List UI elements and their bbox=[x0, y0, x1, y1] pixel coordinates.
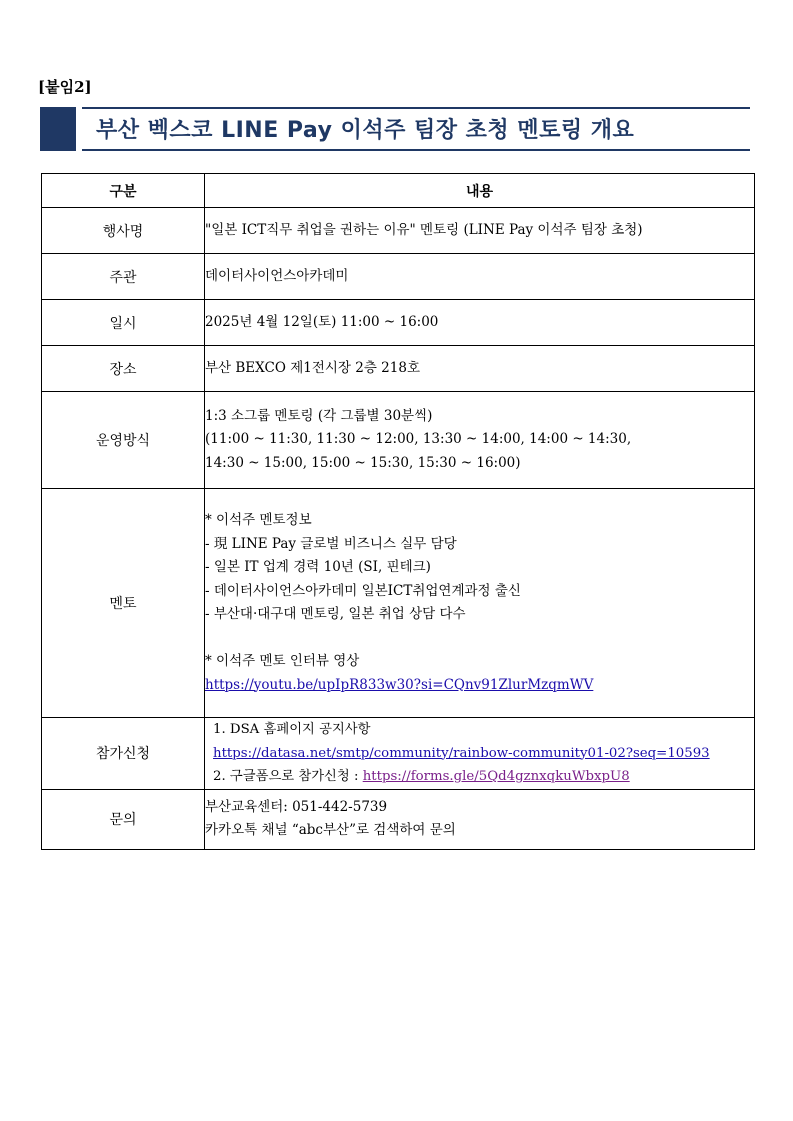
row-inquiry bbox=[42, 789, 755, 849]
title-accent-block bbox=[40, 107, 76, 151]
value-inquiry bbox=[205, 789, 755, 849]
inquiry-line-1: 부산교육센터: 051-442-5739 bbox=[205, 798, 388, 815]
value-mentor bbox=[205, 489, 755, 718]
value-operation bbox=[205, 392, 755, 489]
application-line-2: 2. 구글폼으로 참가신청 : bbox=[213, 769, 363, 784]
mentor-info-line: - 現 LINE Pay 글로벌 비즈니스 실무 담당 bbox=[205, 535, 457, 552]
spacer bbox=[205, 627, 754, 651]
mentor-info-heading: * 이석주 멘토정보 bbox=[205, 512, 312, 528]
value-application bbox=[205, 718, 755, 790]
title-rule-top bbox=[82, 107, 750, 109]
value-venue: 부산 BEXCO 제1전시장 2층 218호 bbox=[205, 346, 755, 392]
operation-line: 1:3 소그룹 멘토링 (각 그룹별 30분씩) bbox=[205, 407, 433, 424]
row-venue bbox=[42, 346, 755, 392]
application-line-1: 1. DSA 홈페이지 공지사항 bbox=[213, 722, 371, 737]
row-event-name bbox=[42, 208, 755, 254]
google-form-link[interactable]: https://forms.gle/5Qd4gznxqkuWbxpU8 bbox=[362, 769, 630, 784]
row-datetime bbox=[42, 300, 755, 346]
header-content: 내용 bbox=[205, 174, 755, 208]
info-table bbox=[41, 173, 755, 850]
value-datetime: 2025년 4월 12일(토) 11:00 ~ 16:00 bbox=[205, 300, 755, 346]
row-host bbox=[42, 254, 755, 300]
label-application: 참가신청 bbox=[42, 718, 205, 790]
label-event-name: 행사명 bbox=[42, 208, 205, 254]
operation-line: 14:30 ~ 15:00, 15:00 ~ 15:30, 15:30 ~ 16:00) bbox=[205, 454, 521, 471]
value-host: 데이터사이언스아카데미 bbox=[205, 254, 755, 300]
header-category: 구분 bbox=[42, 174, 205, 208]
title-rule-bottom bbox=[82, 149, 750, 151]
operation-line: (11:00 ~ 11:30, 11:30 ~ 12:00, 13:30 ~ 14:00, 14:00 ~ 14:30, bbox=[205, 431, 632, 448]
mentor-info-line: - 부산대·대구대 멘토링, 일본 취업 상담 다수 bbox=[205, 606, 466, 622]
value-event-name: "일본 ICT직무 취업을 권하는 이유" 멘토링 (LINE Pay 이석주 팀장 초청) bbox=[205, 208, 755, 254]
label-inquiry: 문의 bbox=[42, 789, 205, 849]
label-mentor: 멘토 bbox=[42, 489, 205, 718]
label-venue: 장소 bbox=[42, 346, 205, 392]
title-bar bbox=[40, 107, 750, 151]
row-operation bbox=[42, 392, 755, 489]
mentor-video-link[interactable]: https://youtu.be/upIpR833w30?si=CQnv91ZlurMzqmWV bbox=[205, 676, 594, 693]
label-host: 주관 bbox=[42, 254, 205, 300]
attachment-label: [붙임2] bbox=[38, 78, 92, 96]
mentor-video-heading: * 이석주 멘토 인터뷰 영상 bbox=[205, 653, 360, 669]
table-header-row bbox=[42, 174, 755, 208]
label-operation: 운영방식 bbox=[42, 392, 205, 489]
mentor-info-line: - 일본 IT 업계 경력 10년 (SI, 핀테크) bbox=[205, 559, 431, 575]
page-title: 부산 벡스코 LINE Pay 이석주 팀장 초청 멘토링 개요 bbox=[96, 118, 635, 143]
row-mentor bbox=[42, 489, 755, 718]
inquiry-line-2: 카카오톡 채널 “abc부산”로 검색하여 문의 bbox=[205, 822, 456, 838]
row-application bbox=[42, 718, 755, 790]
dsa-notice-link[interactable]: https://datasa.net/smtp/community/rainbow-community01-02?seq=10593 bbox=[213, 745, 710, 761]
label-datetime: 일시 bbox=[42, 300, 205, 346]
mentor-info-line: - 데이터사이언스아카데미 일본ICT취업연계과정 출신 bbox=[205, 582, 521, 599]
